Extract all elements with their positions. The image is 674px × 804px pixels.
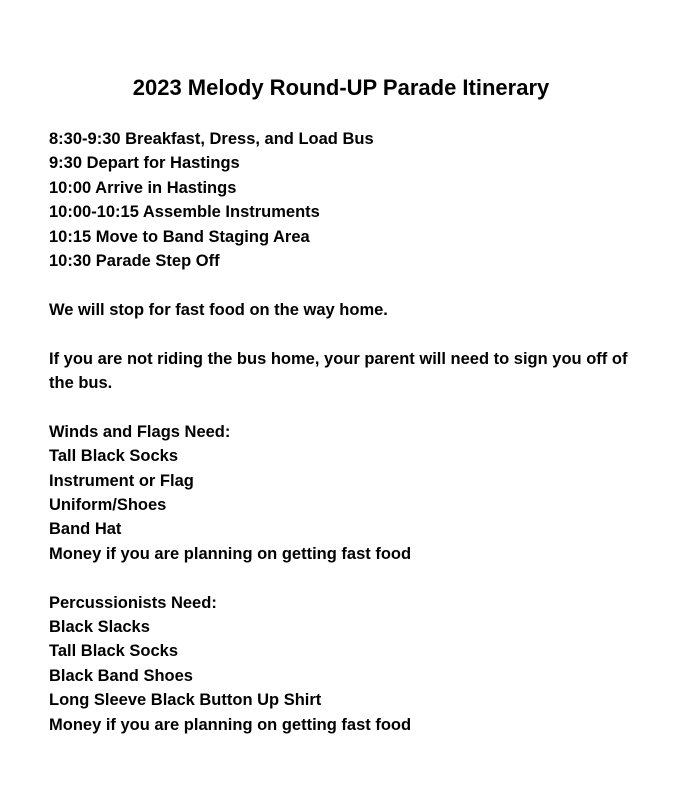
percussion-item: Money if you are planning on getting fast food — [49, 715, 412, 734]
winds-checklist — [49, 420, 649, 566]
bus-signout-note: If you are not riding the bus home, your parent will need to sign you off of the bus. — [49, 349, 628, 393]
schedule-item: 10:30 Parade Step Off — [49, 252, 220, 271]
percussion-item: Black Band Shoes — [49, 666, 193, 685]
winds-item: Tall Black Socks — [49, 447, 179, 466]
winds-item: Money if you are planning on getting fast food — [49, 544, 412, 563]
schedule-list — [49, 127, 649, 273]
percussion-item: Black Slacks — [49, 618, 150, 637]
fast-food-note: We will stop for fast food on the way home. — [49, 300, 388, 319]
schedule-item: 9:30 Depart for Hastings — [49, 154, 240, 173]
percussion-item: Long Sleeve Black Button Up Shirt — [49, 691, 322, 710]
percussion-item: Tall Black Socks — [49, 642, 179, 661]
schedule-item: 10:00-10:15 Assemble Instruments — [49, 203, 320, 222]
winds-heading: Winds and Flags Need: — [49, 422, 231, 441]
schedule-item: 10:00 Arrive in Hastings — [49, 178, 237, 197]
schedule-item: 8:30-9:30 Breakfast, Dress, and Load Bus — [49, 130, 374, 148]
document-title: 2023 Melody Round-UP Parade Itinerary — [132, 75, 550, 100]
schedule-item: 10:15 Move to Band Staging Area — [49, 227, 310, 246]
winds-item: Band Hat — [49, 520, 122, 539]
winds-item: Instrument or Flag — [49, 471, 194, 490]
winds-item: Uniform/Shoes — [49, 496, 167, 515]
document-body — [49, 127, 649, 761]
percussion-checklist — [49, 591, 649, 737]
percussion-heading: Percussionists Need: — [49, 593, 217, 612]
